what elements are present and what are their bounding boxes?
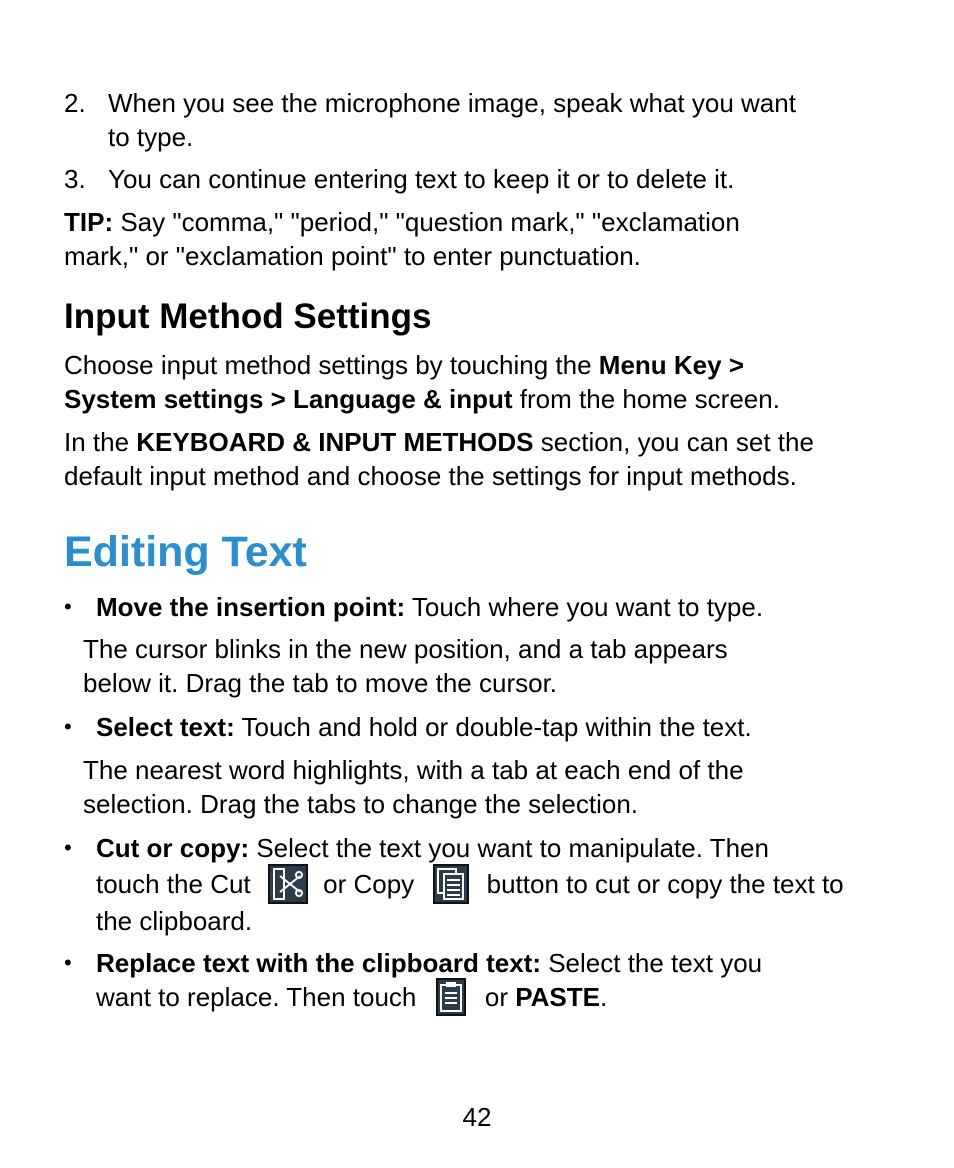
step-number: 2.	[64, 88, 86, 118]
bullet-line	[96, 904, 252, 938]
step-text	[108, 86, 796, 154]
tip-paragraph	[64, 205, 740, 273]
paragraph-text: section, you can set the	[533, 427, 814, 457]
detail-line: selection. Drag the tabs to change the selection.	[83, 789, 639, 819]
chapter-heading: Editing Text	[64, 528, 307, 576]
bullet-label: Move the insertion point:	[96, 592, 406, 622]
paste-label: PASTE	[515, 982, 600, 1012]
bullet-marker: •	[64, 835, 72, 860]
paragraph-text: from the home screen.	[512, 384, 780, 414]
bullet-text: Select the text you	[540, 948, 763, 978]
bullet-marker: •	[64, 594, 72, 619]
paragraph-text: default input method and choose the settings for input methods.	[64, 461, 797, 491]
bullet-item	[96, 946, 762, 980]
page-number: 42	[462, 1102, 492, 1132]
detail-line: below it. Drag the tab to move the cursor.	[83, 668, 558, 698]
bullet-line-with-icon	[96, 980, 607, 1020]
paste-icon	[436, 978, 466, 1016]
cut-icon	[268, 864, 308, 904]
bullet-text: Select the text you want to manipulate. Then	[249, 833, 769, 863]
step-line: You can continue entering text to keep it or to delete it.	[108, 164, 735, 194]
step-number: 3.	[64, 164, 86, 194]
step-line: to type.	[108, 122, 194, 152]
bullet-label: Cut or copy:	[96, 833, 250, 863]
input-method-paragraph	[64, 348, 780, 416]
detail-line: The nearest word highlights, with a tab at each end of the	[83, 755, 744, 785]
bullet-text: want to replace. Then touch	[96, 982, 417, 1012]
section-name: KEYBOARD & INPUT METHODS	[136, 427, 534, 457]
step-line: When you see the microphone image, speak what you want	[108, 88, 796, 118]
bullet-text: .	[599, 982, 608, 1012]
bullet-text: Touch where you want to type.	[405, 592, 764, 622]
bullet-text: the clipboard.	[96, 906, 253, 936]
section-heading: Input Method Settings	[64, 297, 432, 336]
detail-line: The cursor blinks in the new position, and a tab appears	[83, 634, 728, 664]
bullet-item	[96, 831, 769, 865]
bullet-marker: •	[64, 714, 72, 739]
bullet-detail	[83, 632, 728, 700]
keyboard-paragraph	[64, 425, 814, 493]
bullet-label: Replace text with the clipboard text:	[96, 948, 541, 978]
tip-text: mark," or "exclamation point" to enter punctuation.	[64, 241, 641, 271]
bullet-item	[96, 710, 752, 744]
bullet-item	[96, 590, 763, 624]
bullet-label: Select text:	[96, 712, 235, 742]
tip-text: Say "comma," "period," "question mark," "exclamation	[113, 207, 740, 237]
menu-path: Menu Key >	[598, 350, 745, 380]
paragraph-text: In the	[64, 427, 137, 457]
bullet-line-with-icons	[96, 866, 844, 906]
bullet-text: Touch and hold or double-tap within the text.	[234, 712, 752, 742]
menu-path: System settings > Language & input	[64, 384, 513, 414]
copy-icon	[433, 864, 469, 904]
paragraph-text: Choose input method settings by touching the	[64, 350, 599, 380]
bullet-text: or	[484, 982, 516, 1012]
bullet-text: touch the Cut	[96, 868, 251, 899]
step-text	[108, 162, 734, 196]
bullet-text: or Copy	[323, 868, 415, 899]
bullet-marker: •	[64, 950, 72, 975]
bullet-detail	[83, 753, 744, 821]
bullet-text: button to cut or copy the text to	[486, 868, 844, 899]
tip-label: TIP:	[64, 207, 114, 237]
